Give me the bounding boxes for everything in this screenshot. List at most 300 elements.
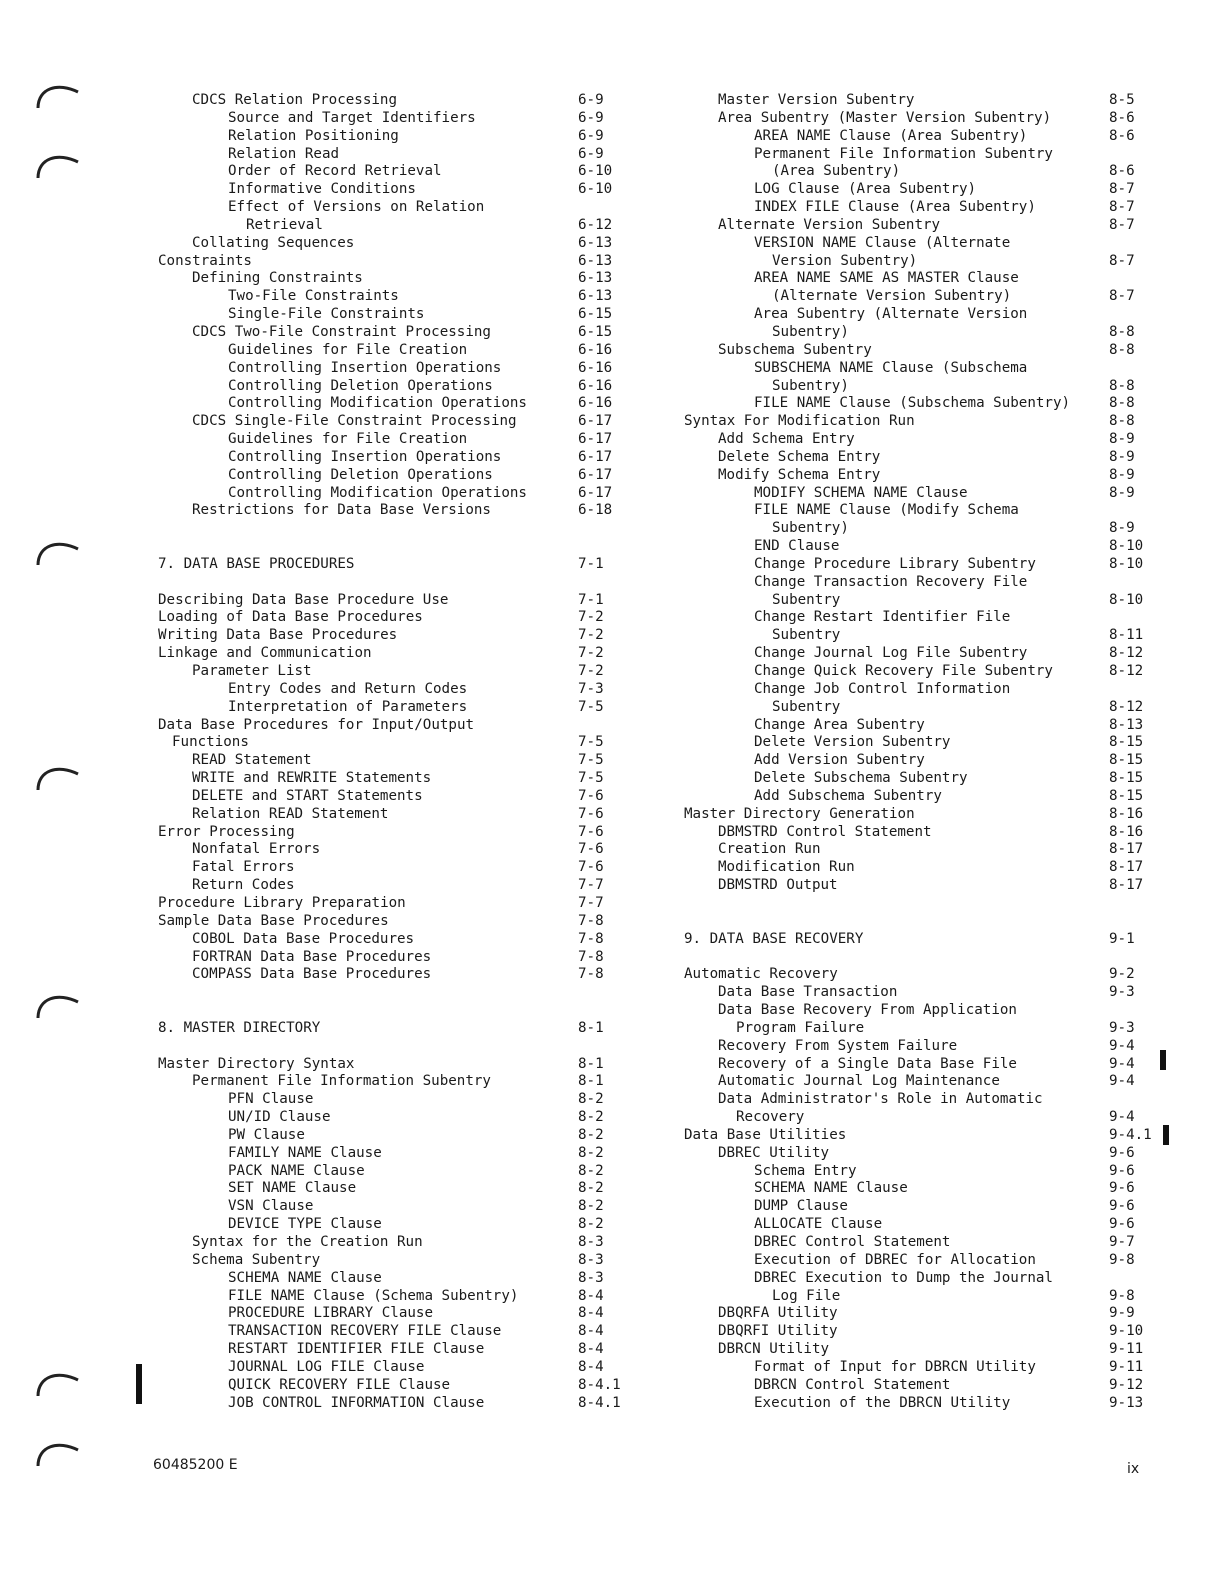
toc-entry (150, 1127, 630, 1145)
toc-entry (676, 217, 1146, 235)
toc-entry-title: Change Area Subentry (754, 716, 925, 733)
toc-entry-page: 9-11 (1109, 1341, 1144, 1358)
toc-entry-page: 6-9 (578, 145, 604, 162)
toc-entry (150, 253, 630, 271)
binder-hole-mark (34, 148, 80, 188)
toc-entry-title: Subentry (772, 591, 841, 608)
toc-entry-page: 6-17 (578, 448, 613, 465)
toc-entry-page: 9-4 (1109, 1073, 1135, 1090)
section-heading (150, 1020, 630, 1038)
toc-entry-title: DBREC Control Statement (754, 1234, 951, 1250)
toc-entry (676, 538, 1146, 556)
toc-entry-page: 8-1 (578, 1055, 604, 1072)
toc-entry-title: SUBSCHEMA NAME Clause (Subschema (754, 359, 1028, 376)
toc-entry-page: 6-12 (578, 216, 613, 233)
toc-entry-title: Subentry (772, 627, 841, 644)
toc-entry-page: 8-15 (1109, 752, 1144, 769)
toc-entry-title: Change Procedure Library Subentry (754, 555, 1036, 572)
toc-entry-page: 8-7 (1109, 181, 1135, 198)
toc-entry (676, 609, 1146, 627)
toc-entry-page: 6-10 (578, 181, 613, 198)
toc-entry-page: 8-9 (1109, 520, 1135, 537)
toc-entry-page: 8-4 (578, 1341, 604, 1358)
toc-entry (676, 877, 1146, 895)
toc-entry-page: 9-4 (1109, 1037, 1135, 1054)
toc-entry-title: Entry Codes and Return Codes (228, 680, 468, 697)
toc-entry-page: 6-10 (578, 163, 613, 180)
toc-entry-title: (Area Subentry) (772, 163, 901, 180)
toc-entry-title: Sample Data Base Procedures (158, 912, 389, 929)
toc-entry (150, 1216, 630, 1234)
binder-hole-mark (34, 78, 80, 118)
toc-entry (150, 1091, 630, 1109)
toc-entry (676, 1216, 1146, 1234)
toc-entry-title: Writing Data Base Procedures (158, 627, 398, 644)
toc-entry (676, 984, 1146, 1002)
toc-entry-page: 6-17 (578, 484, 613, 501)
toc-entry-page: 6-13 (578, 234, 613, 251)
toc-entry-page: 8-2 (578, 1126, 604, 1143)
toc-entry-title: WRITE and REWRITE Statements (192, 770, 432, 787)
spacer (150, 574, 630, 592)
toc-entry-page: 8-12 (1109, 645, 1144, 662)
toc-entry-page: 6-17 (578, 431, 613, 448)
toc-entry (676, 556, 1146, 574)
toc-entry (676, 110, 1146, 128)
binder-hole-mark (34, 1366, 80, 1406)
toc-entry (676, 1002, 1146, 1020)
toc-entry-page: 9-7 (1109, 1234, 1135, 1250)
toc-entry-page: 8-17 (1109, 859, 1144, 876)
toc-entry (676, 163, 1146, 181)
toc-entry (150, 770, 630, 788)
toc-entry (676, 824, 1146, 842)
toc-entry-title: Data Base Procedures for Input/Output (158, 716, 475, 733)
toc-entry-title: Version Subentry) (772, 252, 918, 269)
toc-entry (150, 663, 630, 681)
toc-entry (150, 1323, 630, 1341)
toc-entry-title: FILE NAME Clause (Modify Schema (754, 502, 1019, 519)
toc-entry-title: Add Schema Entry (718, 431, 855, 448)
toc-entry-title: (Alternate Version Subentry) (772, 288, 1012, 305)
toc-entry-title: COBOL Data Base Procedures (192, 930, 415, 947)
toc-entry (676, 288, 1146, 306)
toc-entry-page: 8-6 (1109, 163, 1135, 180)
spacer (150, 520, 630, 538)
toc-entry-title: UN/ID Clause (228, 1109, 331, 1126)
toc-entry (150, 966, 630, 984)
toc-entry-title: Automatic Recovery (684, 966, 838, 983)
toc-entry-title: Return Codes (192, 877, 295, 894)
toc-entry-title: DBREC Execution to Dump the Journal (754, 1269, 1053, 1286)
toc-entry-page: 8-8 (1109, 323, 1135, 340)
toc-entry (150, 199, 630, 217)
toc-entry-page: 8-11 (1109, 627, 1144, 644)
toc-entry-page: 8-9 (1109, 484, 1135, 501)
toc-entry-page: 7-5 (578, 770, 604, 787)
toc-entry-page: 9-6 (1109, 1216, 1135, 1233)
toc-entry-page: 8-9 (1109, 431, 1135, 448)
toc-entry (676, 395, 1146, 413)
toc-entry (150, 806, 630, 824)
toc-entry-page: 6-13 (578, 252, 613, 269)
toc-left-column (150, 92, 630, 1412)
toc-entry-title: DEVICE TYPE Clause (228, 1216, 382, 1233)
toc-entry (676, 1126, 1152, 1145)
toc-entry-page: 8-2 (578, 1144, 604, 1161)
toc-entry-title: Loading of Data Base Procedures (158, 609, 423, 626)
toc-entry (676, 1288, 1146, 1306)
toc-entry-title: Add Version Subentry (754, 752, 925, 769)
toc-entry-page: 8-12 (1109, 698, 1144, 715)
toc-entry-title: Permanent File Information Subentry (754, 145, 1053, 162)
toc-entry-page: 7-5 (578, 752, 604, 769)
toc-entry-title: Change Job Control Information (754, 680, 1011, 697)
toc-entry-title: Subschema Subentry (718, 341, 872, 358)
toc-entry (150, 1359, 630, 1377)
toc-entry (150, 324, 630, 342)
toc-entry-title: Controlling Deletion Operations (228, 466, 493, 483)
toc-entry-page: 9-3 (1109, 984, 1135, 1001)
toc-entry-page: 9-3 (1109, 1019, 1135, 1036)
toc-entry (150, 1234, 630, 1252)
toc-entry (676, 1359, 1146, 1377)
toc-entry-page: 7-8 (578, 948, 604, 965)
toc-entry-page: 8-4.1 (578, 1376, 621, 1393)
toc-entry (676, 574, 1146, 592)
toc-entry (676, 342, 1146, 360)
toc-entry-page: 7-3 (578, 680, 604, 697)
toc-entry-page: 8-17 (1109, 841, 1144, 858)
toc-entry-title: Two-File Constraints (228, 288, 399, 305)
toc-entry-title: Data Base Utilities (684, 1126, 847, 1143)
toc-entry-page: 6-16 (578, 341, 613, 358)
toc-entry-title: READ Statement (192, 752, 312, 769)
toc-entry-title: SCHEMA NAME Clause (228, 1269, 382, 1286)
toc-entry (150, 413, 630, 431)
toc-entry-page: 9-10 (1109, 1323, 1144, 1340)
toc-entry-page: 8-9 (1109, 466, 1135, 483)
toc-entry-page: 6-13 (578, 270, 613, 287)
toc-entry-page: 7-6 (578, 859, 604, 876)
toc-entry (676, 1377, 1146, 1395)
toc-entry-title: Informative Conditions (228, 181, 416, 198)
toc-entry-title: Linkage and Communication (158, 645, 372, 662)
toc-entry-page: 8-13 (1109, 716, 1144, 733)
toc-entry (150, 841, 630, 859)
toc-entry-title: Data Base Transaction (718, 984, 898, 1001)
toc-entry-title: PACK NAME Clause (228, 1162, 365, 1179)
toc-entry-title: Collating Sequences (192, 234, 355, 251)
toc-entry-page: 6-13 (578, 288, 613, 305)
toc-entry-page: 6-15 (578, 306, 613, 323)
toc-entry-page: 8-4.1 (578, 1394, 621, 1411)
toc-entry-title: DBRCN Control Statement (754, 1376, 951, 1393)
toc-entry (676, 449, 1146, 467)
toc-entry-title: Controlling Insertion Operations (228, 448, 502, 465)
toc-entry (676, 1091, 1146, 1109)
toc-entry-page: 8-4 (578, 1287, 604, 1304)
toc-entry (676, 270, 1146, 288)
toc-entry-title: ALLOCATE Clause (754, 1216, 883, 1233)
toc-entry-page: 8-7 (1109, 199, 1135, 216)
toc-entry-page: 9-8 (1109, 1251, 1135, 1268)
toc-entry (150, 1163, 630, 1181)
toc-entry-title: 7. DATA BASE PROCEDURES (158, 555, 355, 572)
binder-hole-mark (34, 988, 80, 1028)
spacer (150, 1002, 630, 1020)
toc-entry-title: Subentry (772, 698, 841, 715)
toc-entry (676, 1145, 1146, 1163)
toc-entry-title: Log File (772, 1287, 841, 1304)
toc-entry-title: RESTART IDENTIFIER FILE Clause (228, 1341, 485, 1358)
toc-entry (676, 1073, 1146, 1091)
toc-entry (150, 360, 630, 378)
toc-entry-page: 6-9 (578, 127, 604, 144)
toc-entry (150, 645, 630, 663)
toc-entry-page: 9-12 (1109, 1376, 1144, 1393)
toc-entry (676, 1395, 1146, 1413)
toc-entry (150, 502, 630, 520)
toc-entry (676, 788, 1146, 806)
toc-entry-page: 8-15 (1109, 787, 1144, 804)
toc-entry (150, 270, 630, 288)
toc-entry (150, 627, 630, 645)
toc-entry-title: Effect of Versions on Relation (228, 199, 485, 216)
toc-entry-title: CDCS Relation Processing (192, 92, 397, 108)
toc-entry-page: 8-7 (1109, 288, 1135, 305)
toc-entry-page: 8-17 (1109, 877, 1144, 894)
toc-entry-title: Error Processing (158, 823, 295, 840)
toc-entry (150, 1252, 630, 1270)
toc-entry-title: FILE NAME Clause (Subschema Subentry) (754, 395, 1071, 412)
toc-entry-page: 9-9 (1109, 1305, 1135, 1322)
toc-entry-page: 8-1 (578, 1019, 604, 1036)
toc-entry-title: Functions (172, 734, 249, 751)
toc-entry (676, 467, 1146, 485)
toc-entry-page: 8-16 (1109, 823, 1144, 840)
toc-entry-page: 6-9 (578, 92, 604, 108)
toc-entry (676, 681, 1146, 699)
toc-entry (676, 859, 1146, 877)
toc-entry-title: Data Base Recovery From Application (718, 1002, 1017, 1019)
toc-entry-page: 8-7 (1109, 252, 1135, 269)
toc-entry-page: 8-2 (578, 1180, 604, 1197)
toc-entry-page: 7-2 (578, 645, 604, 662)
toc-entry-page: 8-2 (578, 1109, 604, 1126)
toc-entry-page: 9-4 (1109, 1109, 1135, 1126)
toc-entry-title: Execution of the DBRCN Utility (754, 1394, 1011, 1411)
spacer (676, 895, 1146, 913)
toc-entry (150, 431, 630, 449)
toc-entry-title: VSN Clause (228, 1198, 314, 1215)
toc-entry-page: 9-8 (1109, 1287, 1135, 1304)
toc-entry-title: VERSION NAME Clause (Alternate (754, 234, 1011, 251)
toc-entry-title: Relation Positioning (228, 127, 399, 144)
toc-entry (676, 806, 1146, 824)
toc-entry-page: 8-4 (578, 1323, 604, 1340)
toc-entry-title: Automatic Journal Log Maintenance (718, 1073, 1000, 1090)
toc-entry-page: 8-10 (1109, 555, 1144, 572)
toc-entry-title: FORTRAN Data Base Procedures (192, 948, 432, 965)
toc-entry-page: 7-1 (578, 591, 604, 608)
toc-entry (150, 592, 630, 610)
toc-entry (676, 128, 1146, 146)
toc-entry (676, 592, 1146, 610)
toc-entry-page: 9-4 (1109, 1055, 1135, 1072)
toc-entry-title: Nonfatal Errors (192, 841, 321, 858)
toc-entry-page: 8-2 (578, 1216, 604, 1233)
toc-entry-title: 9. DATA BASE RECOVERY (684, 930, 864, 947)
toc-entry-page: 6-15 (578, 323, 613, 340)
change-bar (136, 1364, 142, 1404)
document-number: 60485200 E (153, 1457, 238, 1473)
toc-entry-title: Modify Schema Entry (718, 466, 881, 483)
toc-entry (150, 181, 630, 199)
toc-entry (150, 1288, 630, 1306)
toc-entry (676, 1252, 1146, 1270)
toc-entry-title: Controlling Modification Operations (228, 395, 527, 412)
toc-entry-page: 8-3 (578, 1251, 604, 1268)
toc-entry-title: Recovery of a Single Data Base File (718, 1055, 1017, 1072)
toc-entry-page: 8-8 (1109, 341, 1135, 358)
toc-entry-title: DBMSTRD Control Statement (718, 823, 932, 840)
toc-entry (676, 199, 1146, 217)
binder-hole-mark (34, 1436, 80, 1476)
toc-entry-title: DUMP Clause (754, 1198, 848, 1215)
toc-entry-title: CDCS Two-File Constraint Processing (192, 323, 491, 340)
toc-entry-title: Retrieval (246, 216, 323, 233)
toc-entry-page: 7-8 (578, 912, 604, 929)
toc-entry (150, 128, 630, 146)
toc-entry-title: Modification Run (718, 859, 855, 876)
toc-entry-title: Interpretation of Parameters (228, 698, 468, 715)
toc-entry-page: 8-6 (1109, 109, 1135, 126)
toc-entry (150, 467, 630, 485)
toc-entry-title: SCHEMA NAME Clause (754, 1180, 908, 1197)
toc-entry-title: Delete Subschema Subentry (754, 770, 968, 787)
toc-entry-title: AREA NAME Clause (Area Subentry) (754, 127, 1028, 144)
toc-entry-title: Change Transaction Recovery File (754, 573, 1028, 590)
toc-entry (150, 699, 630, 717)
toc-entry-page: 8-15 (1109, 770, 1144, 787)
toc-entry-title: LOG Clause (Area Subentry) (754, 181, 977, 198)
toc-entry-page: 9-4.1 (1109, 1126, 1152, 1143)
toc-entry-page: 7-7 (578, 877, 604, 894)
toc-entry-title: Procedure Library Preparation (158, 894, 406, 911)
toc-entry (150, 306, 630, 324)
toc-entry (150, 395, 630, 413)
toc-entry-page: 6-17 (578, 413, 613, 430)
toc-entry-title: Data Administrator's Role in Automatic (718, 1091, 1043, 1108)
toc-entry-title: INDEX FILE Clause (Area Subentry) (754, 199, 1036, 216)
toc-entry-title: Guidelines for File Creation (228, 341, 468, 358)
toc-entry-title: MODIFY SCHEMA NAME Clause (754, 484, 968, 501)
toc-entry-page: 8-16 (1109, 805, 1144, 822)
toc-entry-title: Relation READ Statement (192, 805, 389, 822)
toc-entry-page: 8-4 (578, 1305, 604, 1322)
toc-entry-title: Controlling Insertion Operations (228, 359, 502, 376)
toc-entry (676, 235, 1146, 253)
toc-entry-page: 8-15 (1109, 734, 1144, 751)
toc-entry (676, 1020, 1146, 1038)
toc-entry-page: 9-11 (1109, 1358, 1144, 1375)
toc-entry-page: 7-5 (578, 734, 604, 751)
toc-entry (150, 163, 630, 181)
toc-entry (676, 663, 1146, 681)
toc-entry (150, 1198, 630, 1216)
toc-entry (150, 342, 630, 360)
toc-entry (150, 1056, 630, 1074)
toc-entry-title: SET NAME Clause (228, 1180, 357, 1197)
toc-entry-page: 7-6 (578, 841, 604, 858)
toc-entry-title: FILE NAME Clause (Schema Subentry) (228, 1287, 519, 1304)
toc-entry-title: Controlling Deletion Operations (228, 377, 493, 394)
toc-entry-title: Change Restart Identifier File (754, 609, 1011, 626)
toc-entry-page: 6-9 (578, 109, 604, 126)
toc-entry (150, 1073, 630, 1091)
toc-entry-title: Controlling Modification Operations (228, 484, 527, 501)
toc-entry (150, 913, 630, 931)
change-bar (1163, 1125, 1169, 1145)
toc-entry-title: Format of Input for DBRCN Utility (754, 1358, 1036, 1375)
toc-entry-title: END Clause (754, 538, 840, 555)
toc-entry (676, 324, 1146, 342)
toc-entry-title: Order of Record Retrieval (228, 163, 442, 180)
section-heading (676, 931, 1146, 949)
toc-entry (150, 931, 630, 949)
toc-entry-title: Recovery From System Failure (718, 1037, 958, 1054)
toc-entry (150, 1305, 630, 1323)
toc-entry-title: Parameter List (192, 663, 312, 679)
toc-entry-title: DBQRFI Utility (718, 1323, 838, 1340)
toc-entry-title: DELETE and START Statements (192, 787, 423, 804)
toc-entry (150, 217, 630, 235)
toc-entry-page: 8-3 (578, 1234, 604, 1250)
toc-entry-title: Area Subentry (Master Version Subentry) (718, 109, 1052, 126)
page-number: ix (1127, 1461, 1140, 1477)
toc-entry-title: Fatal Errors (192, 859, 295, 876)
section-heading (150, 556, 630, 574)
toc-entry (676, 645, 1146, 663)
toc-entry (150, 752, 630, 770)
toc-entry (676, 734, 1146, 752)
toc-entry-title: DBQRFA Utility (718, 1305, 838, 1322)
toc-entry-page: 8-7 (1109, 216, 1135, 233)
toc-entry (676, 1198, 1146, 1216)
toc-entry-page: 7-6 (578, 823, 604, 840)
toc-entry (150, 788, 630, 806)
toc-entry (676, 253, 1146, 271)
binder-hole-mark (34, 535, 80, 575)
toc-entry (676, 966, 1146, 984)
toc-entry (150, 717, 630, 735)
toc-entry (150, 734, 630, 752)
toc-entry (150, 895, 630, 913)
toc-entry (676, 1305, 1146, 1323)
toc-entry (150, 1341, 630, 1359)
toc-entry-title: Recovery (736, 1109, 805, 1126)
toc-entry (676, 413, 1146, 431)
toc-entry-page: 7-5 (578, 698, 604, 715)
toc-entry (676, 770, 1146, 788)
toc-entry (150, 1377, 630, 1395)
toc-entry (676, 92, 1146, 110)
toc-entry-title: Schema Subentry (192, 1251, 321, 1268)
toc-entry (150, 378, 630, 396)
toc-entry-title: Single-File Constraints (228, 306, 425, 323)
toc-entry (150, 824, 630, 842)
